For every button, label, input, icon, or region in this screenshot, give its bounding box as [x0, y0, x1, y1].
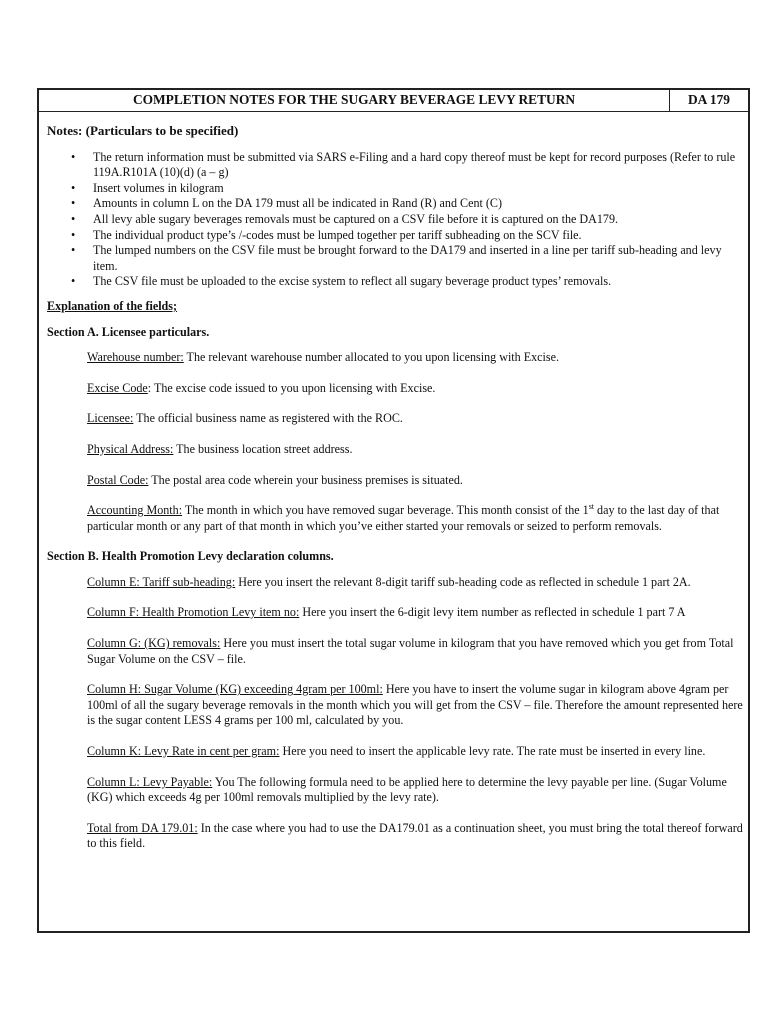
field-postal-code [87, 473, 744, 489]
notes-heading: Notes: (Particulars to be specified) [47, 123, 239, 138]
document-title: COMPLETION NOTES FOR THE SUGARY BEVERAGE LEVY RETURN [39, 90, 670, 111]
notes-item: • All levy able sugary beverages removals must be captured on a CSV file before it is captured on the DA179. [93, 212, 748, 228]
field-column-l [87, 775, 744, 806]
field-label: Postal Code: [87, 472, 149, 487]
notes-item: • The return information must be submitted via SARS e-Filing and a hard copy thereof must be kept for record purposes (Refer to rule 119A.R101A (10)(d) (a – g) [93, 150, 748, 181]
field-description: In the case where you had to use the DA179.01 as a continuation sheet, you must bring the total thereof forward to this field. [87, 820, 743, 851]
field-licensee [87, 411, 744, 427]
notes-item: • The CSV file must be uploaded to the excise system to reflect all sugary beverage product types’ removals. [93, 274, 748, 290]
notes-item: • Amounts in column L on the DA 179 must all be indicated in Rand (R) and Cent (C) [93, 196, 748, 212]
field-description: The postal area code wherein your business premises is situated. [148, 472, 463, 487]
field-description: Here you insert the relevant 8-digit tariff sub-heading code as reflected in schedule 1 part 2A. [235, 574, 691, 589]
section-a-heading: Section A. Licensee particulars. [47, 324, 210, 339]
field-label: Column H: Sugar Volume (KG) exceeding 4gram per 100ml: [87, 682, 383, 697]
form-code: DA 179 [687, 92, 731, 107]
document-content [39, 123, 748, 852]
field-label: Column E: Tariff sub-heading: [87, 574, 236, 589]
field-accounting-month [87, 503, 744, 534]
field-description: Here you have to insert the volume sugar in kilogram above 4gram per 100ml of all the sugary beverage removals in the month which you will get from the CSV – file. Therefore the amount represented here is the sugar content LESS 4 grams per 100 ml, calculated by you. [87, 682, 743, 728]
field-label: Column F: Health Promotion Levy item no: [87, 605, 300, 620]
notes-item: • Insert volumes in kilogram [93, 181, 748, 197]
field-description: Here you need to insert the applicable levy rate. The rate must be inserted in every line. [279, 744, 706, 759]
field-column-k [87, 744, 744, 760]
ordinal-suffix: st [588, 502, 595, 512]
field-warehouse-number [87, 350, 744, 366]
field-label: Total from DA 179.01: [87, 820, 198, 835]
notes-item: • The individual product type’s /-codes must be lumped together per tariff subheading on the SCV file. [93, 228, 748, 244]
field-description-continued: day to the last day of that particular month or any part of that month in which you’ve either started your removals or seized to perform removals. [87, 503, 720, 533]
field-description: The relevant warehouse number allocated to you upon licensing with Excise. [183, 350, 559, 365]
field-description: The business location street address. [173, 441, 353, 456]
field-description: Here you insert the 6-digit levy item number as reflected in schedule 1 part 7 A [299, 605, 686, 620]
field-label: Warehouse number: [87, 350, 184, 365]
field-column-g [87, 636, 744, 667]
field-physical-address [87, 442, 744, 458]
field-description: Here you must insert the total sugar volume in kilogram that you have removed which you get from Total Sugar Volume on the CSV – file. [87, 636, 734, 666]
section-b-heading: Section B. Health Promotion Levy declaration columns. [47, 549, 334, 564]
field-column-h [87, 682, 744, 729]
field-label: Column L: Levy Payable: [87, 774, 213, 789]
field-description: The official business name as registered with the ROC. [133, 411, 403, 426]
explanation-heading: Explanation of the fields; [47, 298, 178, 313]
field-description: : The excise code issued to you upon licensing with Excise. [147, 380, 436, 395]
field-label: Column G: (KG) removals: [87, 636, 221, 651]
field-column-f [87, 605, 744, 621]
field-label: Excise Code [87, 380, 148, 395]
field-label: Licensee: [87, 411, 134, 426]
field-description: You The following formula need to be applied here to determine the levy payable per line. (Sugar Volume (KG) which exceeds 4g per 100ml removals multiplied by the levy rate). [87, 774, 727, 805]
field-label: Column K: Levy Rate in cent per gram: [87, 744, 280, 759]
notes-item: • The lumped numbers on the CSV file must be brought forward to the DA179 and inserted in a line per tariff sub-heading and levy item. [93, 243, 748, 274]
notes-list [47, 150, 748, 290]
field-description: The month in which you have removed sugar beverage. This month consist of the 1 [182, 503, 589, 518]
document-frame [37, 88, 750, 933]
field-label: Physical Address: [87, 441, 174, 456]
field-total-da-179-01 [87, 821, 744, 852]
field-label: Accounting Month: [87, 503, 183, 518]
header-row [39, 90, 748, 112]
field-excise-code [87, 381, 744, 397]
field-column-e [87, 575, 744, 591]
